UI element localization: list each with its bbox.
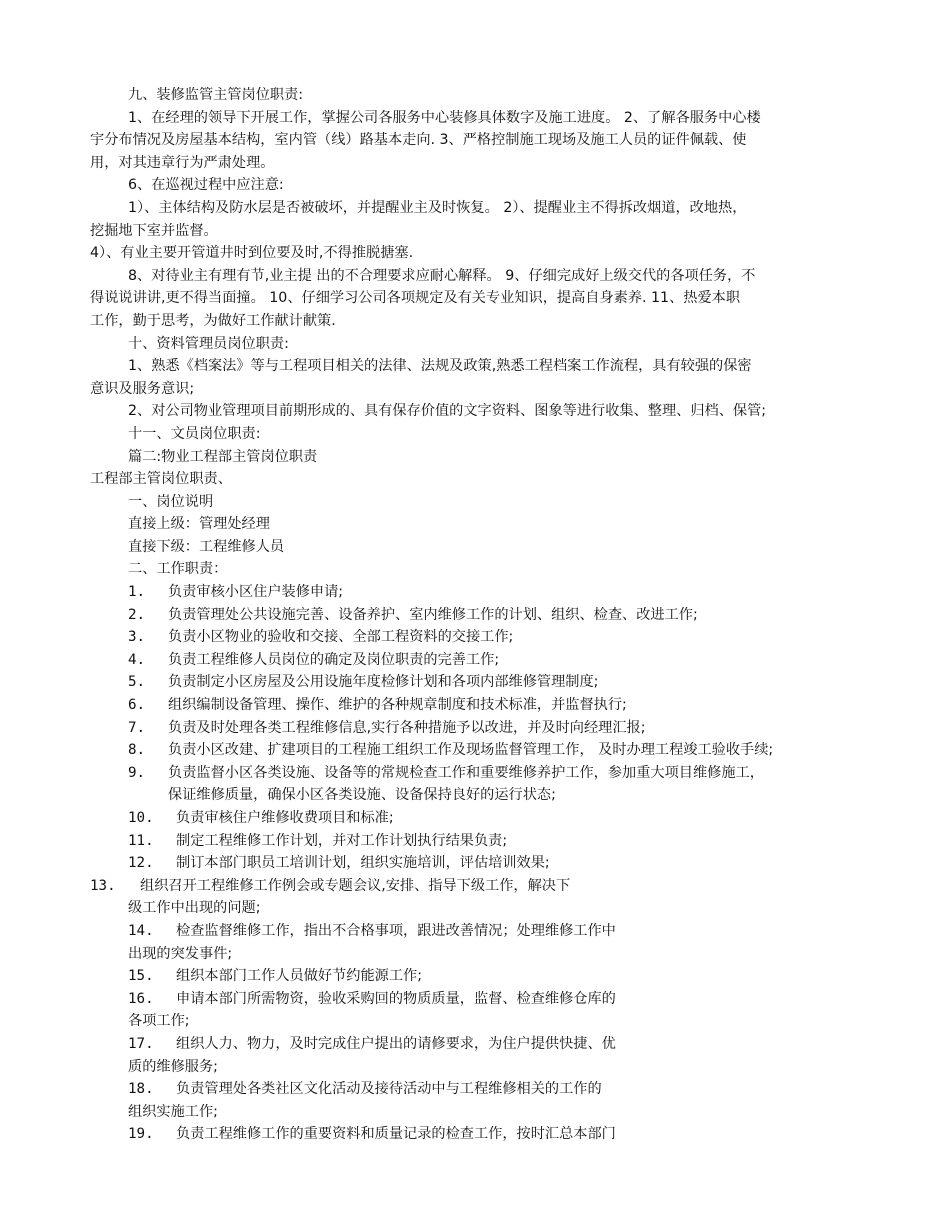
duty-text: 负责管理处各类社区文化活动及接待活动中与工程维修相关的工作的 bbox=[176, 1081, 602, 1098]
section-9-para-8-cont: 得说说讲讲,更不得当面撞。 10、仔细学习公司各项规定及有关专业知识，提高自身素养. 11、热爱本职 bbox=[90, 290, 741, 307]
document-page bbox=[0, 84, 950, 1146]
duty-text-cont: 出现的突发事件; bbox=[128, 945, 233, 962]
duty-number: 5. bbox=[128, 674, 146, 691]
duty-item bbox=[0, 1078, 950, 1101]
part-2-subtitle: 工程部主管岗位职责、 bbox=[90, 471, 232, 488]
section-9-para-6-sub-cont: 挖掘地下室并监督。 bbox=[90, 222, 218, 239]
duty-item-cont bbox=[0, 784, 950, 807]
duty-item bbox=[0, 739, 950, 762]
section-9-para-8: 8、对待业主有理有节,业主提 出的不合理要求应耐心解释。 9、仔细完成好上级交代的各项任务，不 bbox=[128, 267, 756, 284]
duty-item bbox=[0, 1123, 950, 1146]
duty-text: 负责审核小区住户装修申请; bbox=[168, 584, 344, 601]
section-9-para-6-4: 4）、有业主要开管道井时到位要及时,不得推脱搪塞. bbox=[90, 245, 414, 262]
duty-text: 负责小区改建、扩建项目的工程施工组织工作及现场监督管理工作， 及时办理工程竣工验收手续; bbox=[168, 742, 774, 759]
duty-text: 负责审核住户维修收费项目和标准; bbox=[176, 810, 394, 826]
duty-text: 制订本部门职员工培训计划，组织实施培训，评估培训效果; bbox=[176, 855, 550, 872]
duty-number: 13. bbox=[90, 877, 116, 894]
duty-number: 10. bbox=[128, 810, 154, 826]
section-10-title: 十、资料管理员岗位职责: bbox=[128, 335, 289, 352]
section-9-para-6-sub: 1）、主体结构及防水层是否被破坏，并提醒业主及时恢复。 2）、提醒业主不得拆改烟道，改地热， bbox=[128, 199, 747, 216]
duty-item bbox=[0, 830, 950, 853]
duty-text-cont: 质的维修服务; bbox=[128, 1058, 218, 1075]
duty-number: 1. bbox=[128, 584, 146, 601]
duty-number: 17. bbox=[128, 1035, 154, 1052]
direct-subordinate: 直接下级：工程维修人员 bbox=[128, 538, 285, 555]
duty-text: 负责制定小区房屋及公用设施年度检修计划和各项内部维修管理制度; bbox=[168, 674, 599, 691]
duty-item bbox=[0, 875, 950, 898]
duty-text: 组织本部门工作人员做好节约能源工作; bbox=[176, 968, 422, 985]
section-9-para-1-cont: 宇分布情况及房屋基本结构，室内管（线）路基本走向. 3、严格控制施工现场及施工人员的证件佩载、使 bbox=[90, 132, 747, 149]
duty-text: 申请本部门所需物资，验收采购回的物质质量，监督、检查维修仓库的 bbox=[176, 990, 616, 1007]
section-9-para-1: 1、在经理的领导下开展工作，掌握公司各服务中心装修具体数字及施工进度。 2、了解各服务中心楼 bbox=[128, 109, 761, 126]
duty-number: 16. bbox=[128, 990, 154, 1007]
duty-number: 14. bbox=[128, 922, 154, 939]
duty-text: 制定工程维修工作计划，并对工作计划执行结果负责; bbox=[176, 832, 508, 849]
duty-number: 8. bbox=[128, 742, 146, 759]
duty-item bbox=[0, 717, 950, 740]
direct-superior: 直接上级：管理处经理 bbox=[128, 516, 270, 533]
section-10-para-1-cont: 意识及服务意识; bbox=[90, 380, 195, 397]
duty-item bbox=[0, 988, 950, 1011]
duty-item bbox=[0, 852, 950, 875]
duty-number: 3. bbox=[128, 629, 146, 646]
duty-item bbox=[0, 604, 950, 627]
duty-item bbox=[0, 920, 950, 943]
duty-text: 负责管理处公共设施完善、设备养护、室内维修工作的计划、组织、检查、改进工作; bbox=[168, 606, 698, 623]
duty-number: 2. bbox=[128, 606, 146, 623]
duty-text: 负责工程维修人员岗位的确定及岗位职责的完善工作; bbox=[168, 651, 500, 668]
duty-number: 15. bbox=[128, 968, 154, 985]
section-10-para-1: 1、熟悉《档案法》等与工程项目相关的法律、法规及政策,熟悉工程档案工作流程，具有较强的保密 bbox=[128, 358, 752, 375]
duty-text-cont: 级工作中出现的问题; bbox=[128, 900, 261, 917]
duty-item bbox=[0, 762, 950, 785]
duty-number: 7. bbox=[128, 719, 146, 736]
section-9-para-6: 6、在巡视过程中应注意: bbox=[128, 177, 284, 194]
duty-number: 19. bbox=[128, 1126, 154, 1143]
duty-item bbox=[0, 581, 950, 604]
duty-text: 负责及时处理各类工程维修信息,实行各种措施予以改进，并及时向经理汇报; bbox=[168, 719, 646, 736]
duty-number: 12. bbox=[128, 855, 154, 872]
part-2-title: 篇二:物业工程部主管岗位职责 bbox=[128, 448, 318, 465]
duty-text: 负责工程维修工作的重要资料和质量记录的检查工作，按时汇总本部门 bbox=[176, 1126, 616, 1143]
duty-text-cont: 组织实施工作; bbox=[128, 1103, 218, 1120]
duty-text: 组织召开工程维修工作例会或专题会议,安排、指导下级工作，解决下 bbox=[140, 877, 571, 894]
duty-item bbox=[0, 807, 950, 830]
duty-item bbox=[0, 671, 950, 694]
duty-item bbox=[0, 965, 950, 988]
section-9-para-8-cont: 工作，勤于思考，为做好工作献计献策. bbox=[90, 312, 336, 329]
position-description-heading: 一、岗位说明 bbox=[128, 493, 214, 510]
duties-heading: 二、工作职责： bbox=[128, 561, 228, 578]
duty-item bbox=[0, 1033, 950, 1056]
section-11-title: 十一、文员岗位职责: bbox=[128, 425, 261, 442]
duty-text-cont: 保证维修质量，确保小区各类设施、设备保持良好的运行状态; bbox=[168, 787, 556, 804]
section-9-para-1-cont: 用，对其违章行为严肃处理。 bbox=[90, 154, 275, 171]
duty-text: 组织编制设备管理、操作、维护的各种规章制度和技术标准，并监督执行; bbox=[168, 697, 627, 714]
duty-text: 负责小区物业的验收和交接、全部工程资料的交接工作; bbox=[168, 629, 514, 646]
duty-number: 9. bbox=[128, 764, 146, 781]
duty-item bbox=[0, 626, 950, 649]
duty-number: 18. bbox=[128, 1081, 154, 1098]
duty-number: 4. bbox=[128, 651, 146, 668]
duty-text: 组织人力、物力，及时完成住户提出的请修要求，为住户提供快捷、优 bbox=[176, 1035, 616, 1052]
duty-item bbox=[0, 649, 950, 672]
duty-text-cont: 各项工作; bbox=[128, 1013, 190, 1030]
duty-item bbox=[0, 694, 950, 717]
section-9-title: 九、装修监管主管岗位职责: bbox=[128, 87, 304, 103]
duty-number: 6. bbox=[128, 697, 146, 714]
duty-number: 11. bbox=[128, 832, 154, 849]
duty-text: 负责监督小区各类设施、设备等的常规检查工作和重要维修养护工作，参加重大项目维修施工， bbox=[168, 764, 764, 781]
duty-text: 检查监督维修工作，指出不合格事项，跟进改善情况；处理维修工作中 bbox=[176, 922, 616, 939]
section-10-para-2: 2、对公司物业管理项目前期形成的、具有保存价值的文字资料、图象等进行收集、整理、归档、保管; bbox=[128, 403, 767, 420]
